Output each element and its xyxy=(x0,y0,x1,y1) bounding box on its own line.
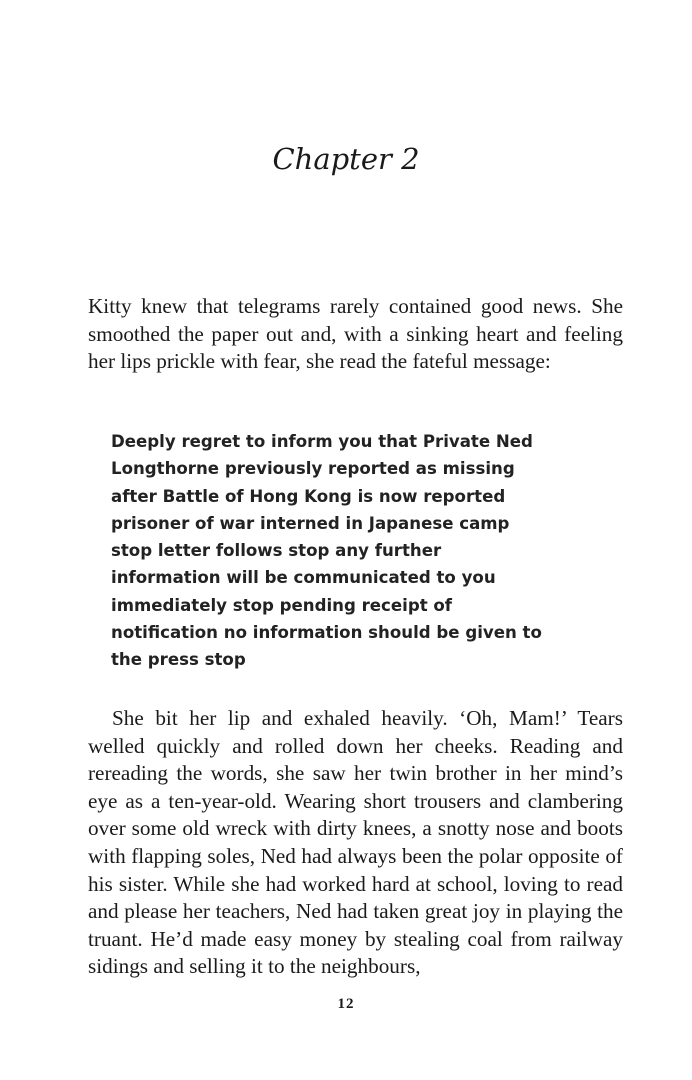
opening-paragraph: Kitty knew that telegrams rarely contained good news. She smoothed the paper out and, with a sinking heart and feeling her lips prickle with fear, she read the fateful message: xyxy=(88,294,623,374)
second-paragraph: She bit her lip and exhaled heavily. ‘Oh, Mam!’ Tears welled quickly and rolled down her cheeks. Reading and rereading the words, she saw her twin brother in her mind’s eye as a ten-year-old. Wearing short trousers and clambering over some old wreck with dirty knees, a snotty nose and boots with flapping soles, Ned had always been the polar opposite of his sister. While she had worked hard at school, loving to read and please her teachers, Ned had taken great joy in playing the truant. He’d made easy money by stealing coal from railway sidings and selling it to the neighbours, xyxy=(88,706,623,979)
telegram-message: Deeply regret to inform you that Private Ned Longthorne previously reported as missing after Battle of Hong Kong is now reported prisoner of war interned in Japanese camp stop letter follows stop any further information will be communicated to you immediately stop pending receipt of notification no information should be given to the press stop xyxy=(111,432,542,670)
page-number: 12 xyxy=(337,996,355,1012)
chapter-title: Chapter 2 xyxy=(272,142,420,176)
